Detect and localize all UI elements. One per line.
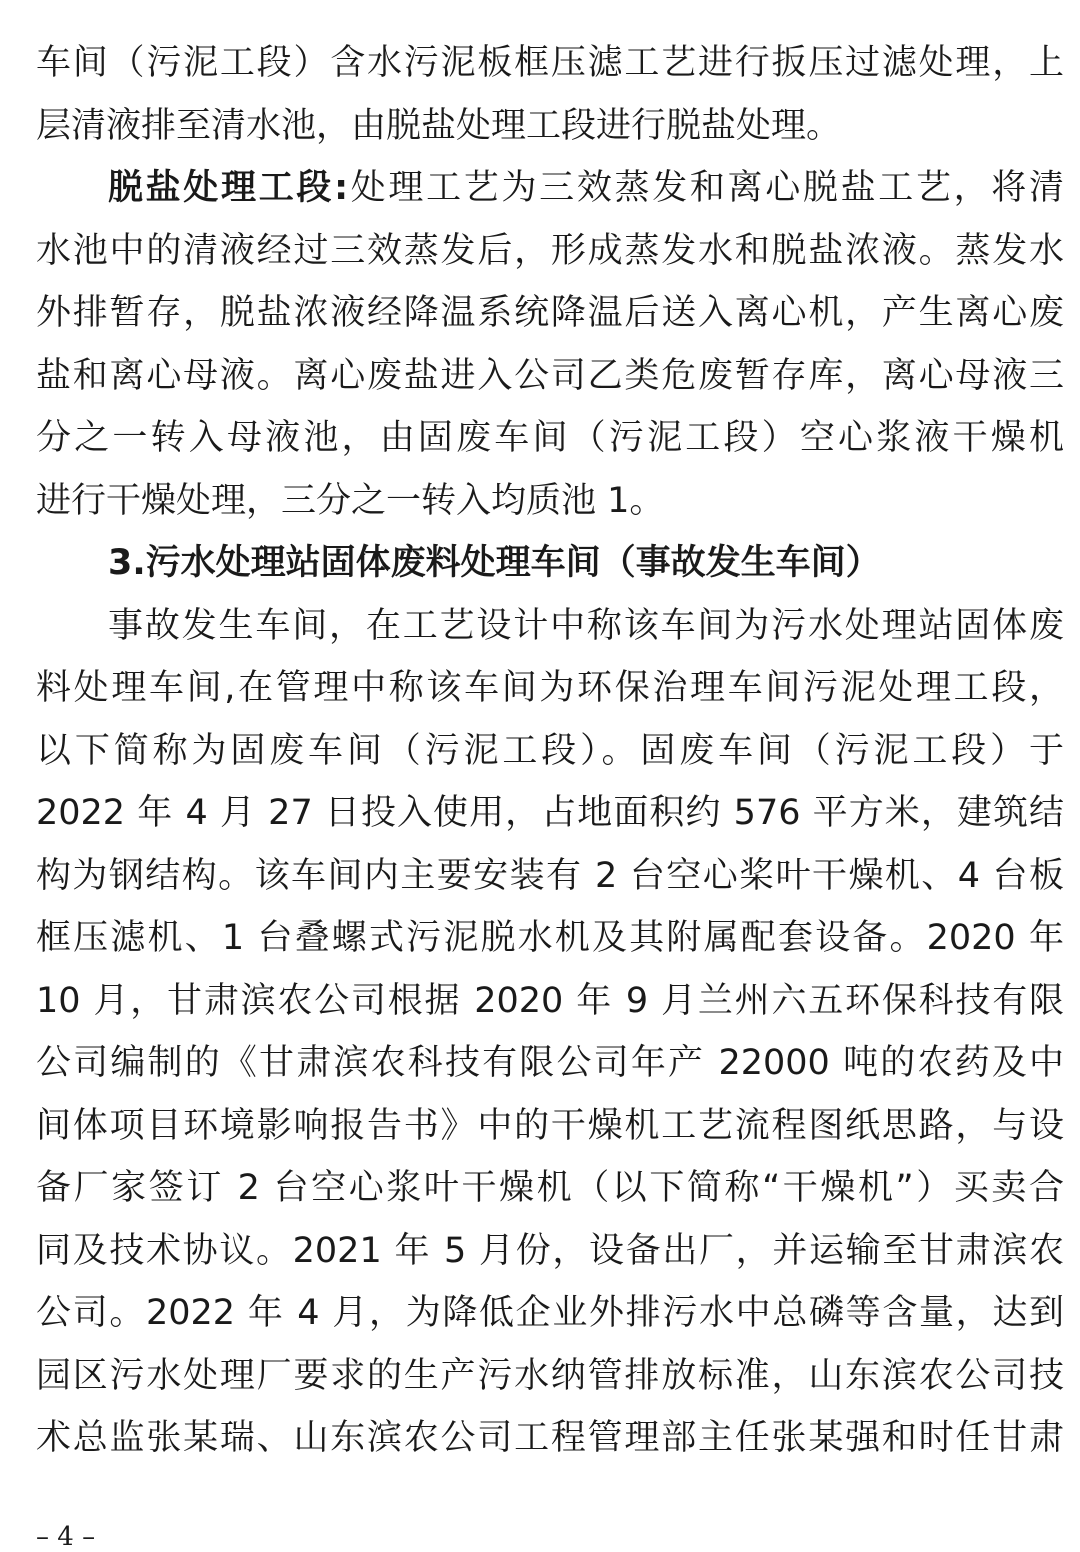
body-line: 盐和离心母液。离心废盐进入公司乙类危废暂存库，离心母液三 xyxy=(36,355,1064,396)
body-line: 2022 年 4 月 27 日投入使用，占地面积约 576 平方米，建筑结 xyxy=(36,793,1064,833)
body-line: 事故发生车间，在工艺设计中称该车间为污水处理站固体废 xyxy=(108,605,1064,646)
body-line: 公司编制的《甘肃滨农科技有限公司年产 22000 吨的农药及中 xyxy=(36,1043,1064,1083)
body-line: 车间（污泥工段）含水污泥板框压滤工艺进行扳压过滤处理，上 xyxy=(36,43,1064,83)
body-text: 处理工艺为三效蒸发和离心脱盐工艺，将清 xyxy=(348,168,1064,208)
body-line: 备厂家签订 2 台空心浆叶干燥机（以下简称“干燥机”）买卖合 xyxy=(36,1168,1064,1208)
body-line: 料处理车间,在管理中称该车间为环保治理车间污泥处理工段， xyxy=(36,668,1064,708)
body-line: 术总监张某瑞、山东滨农公司工程管理部主任张某强和时任甘肃 xyxy=(36,1418,1064,1458)
body-line: 水池中的清液经过三效蒸发后，形成蒸发水和脱盐浓液。蒸发水 xyxy=(36,230,1064,271)
body-line: 间体项目环境影响报告书》中的干燥机工艺流程图纸思路，与设 xyxy=(36,1105,1064,1146)
document-page xyxy=(36,32,1064,1470)
body-line: 公司。2022 年 4 月，为降低企业外排污水中总磷等含量，达到 xyxy=(36,1293,1064,1333)
body-line: 层清液排至清水池，由脱盐处理工段进行脱盐处理。 xyxy=(36,105,842,146)
body-line: 构为钢结构。该车间内主要安装有 2 台空心桨叶干燥机、4 台板 xyxy=(36,855,1064,896)
section-heading: 3.污水处理站固体废料处理车间（事故发生车间） xyxy=(108,543,881,583)
body-line: 框压滤机、1 台叠螺式污泥脱水机及其附属配套设备。2020 年 xyxy=(36,918,1064,958)
body-line: 分之一转入母液池，由固废车间（污泥工段）空心浆液干燥机 xyxy=(36,418,1064,458)
section-label: 脱盐处理工段: xyxy=(108,168,349,208)
body-line: 以下简称为固废车间（污泥工段）。固废车间（污泥工段）于 xyxy=(36,730,1064,771)
body-line: 同及技术协议。2021 年 5 月份，设备出厂，并运输至甘肃滨农 xyxy=(36,1230,1064,1271)
body-line xyxy=(36,157,1064,220)
page-number: – 4 – xyxy=(36,1522,96,1552)
body-line: 进行干燥处理，三分之一转入均质池 1。 xyxy=(36,480,665,521)
body-line: 园区污水处理厂要求的生产污水纳管排放标准，山东滨农公司技 xyxy=(36,1355,1064,1396)
body-line: 外排暂存，脱盐浓液经降温系统降温后送入离心机，产生离心废 xyxy=(36,293,1064,333)
body-line: 10 月，甘肃滨农公司根据 2020 年 9 月兰州六五环保科技有限 xyxy=(36,980,1064,1021)
